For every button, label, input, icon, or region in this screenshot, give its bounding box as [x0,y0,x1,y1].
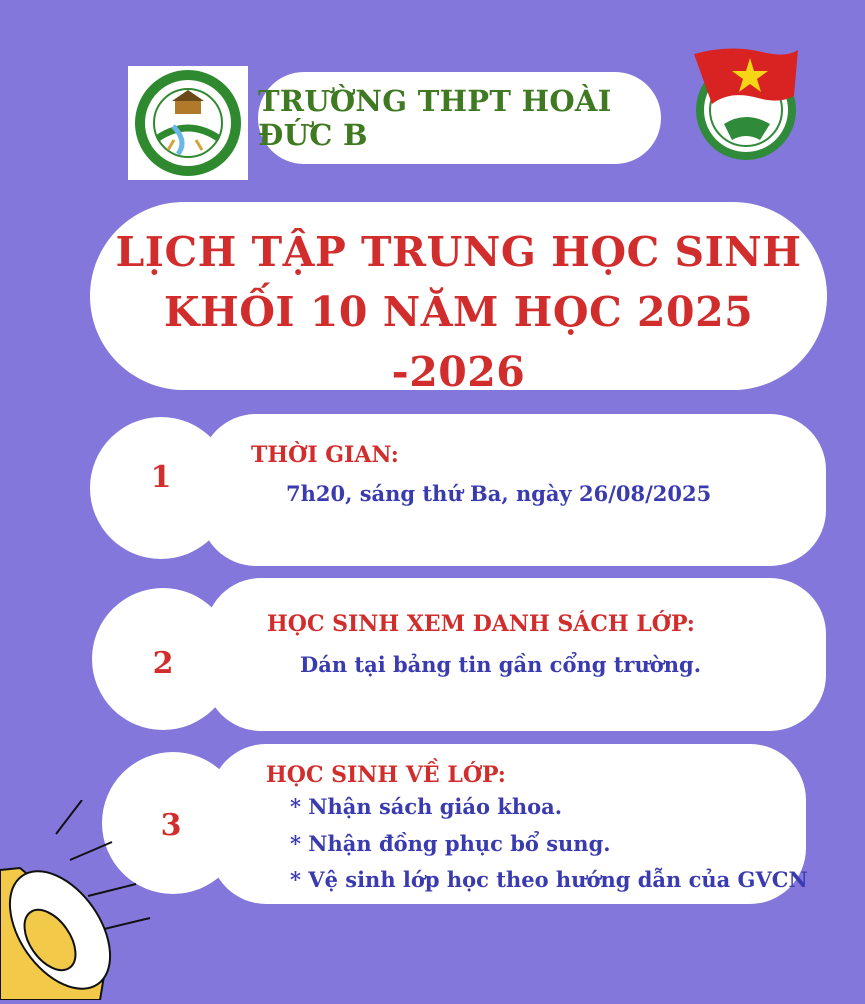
youth-union-emblem-icon [690,44,802,162]
school-name: TRƯỜNG THPT HOÀI ĐỨC B [258,84,612,152]
item-1-heading: THỜI GIAN: [251,442,399,468]
school-logo [128,66,248,180]
item-3-line-2: * Nhận đồng phục bổ sung. [290,831,611,856]
page-title [90,222,827,402]
school-logo-graphic [128,66,248,180]
item-2-number: 2 [152,646,174,681]
megaphone-icon [0,800,170,1000]
title-line-1: LỊCH TẬP TRUNG HỌC SINH [115,228,802,276]
item-2-line-1: Dán tại bảng tin gần cổng trường. [300,652,702,677]
title-line-2: KHỐI 10 NĂM HỌC 2025 -2026 [163,288,754,396]
item-1-line-1: 7h20, sáng thứ Ba, ngày 26/08/2025 [286,481,712,506]
item-3-line-3: * Vệ sinh lớp học theo hướng dẫn của GVCN [290,867,808,892]
item-3-number: 3 [160,808,182,843]
item-3-heading: HỌC SINH VỀ LỚP: [266,762,506,788]
item-3-line-1: * Nhận sách giáo khoa. [290,794,563,819]
item-1-number: 1 [150,460,172,495]
item-2-heading: HỌC SINH XEM DANH SÁCH LỚP: [267,611,695,637]
